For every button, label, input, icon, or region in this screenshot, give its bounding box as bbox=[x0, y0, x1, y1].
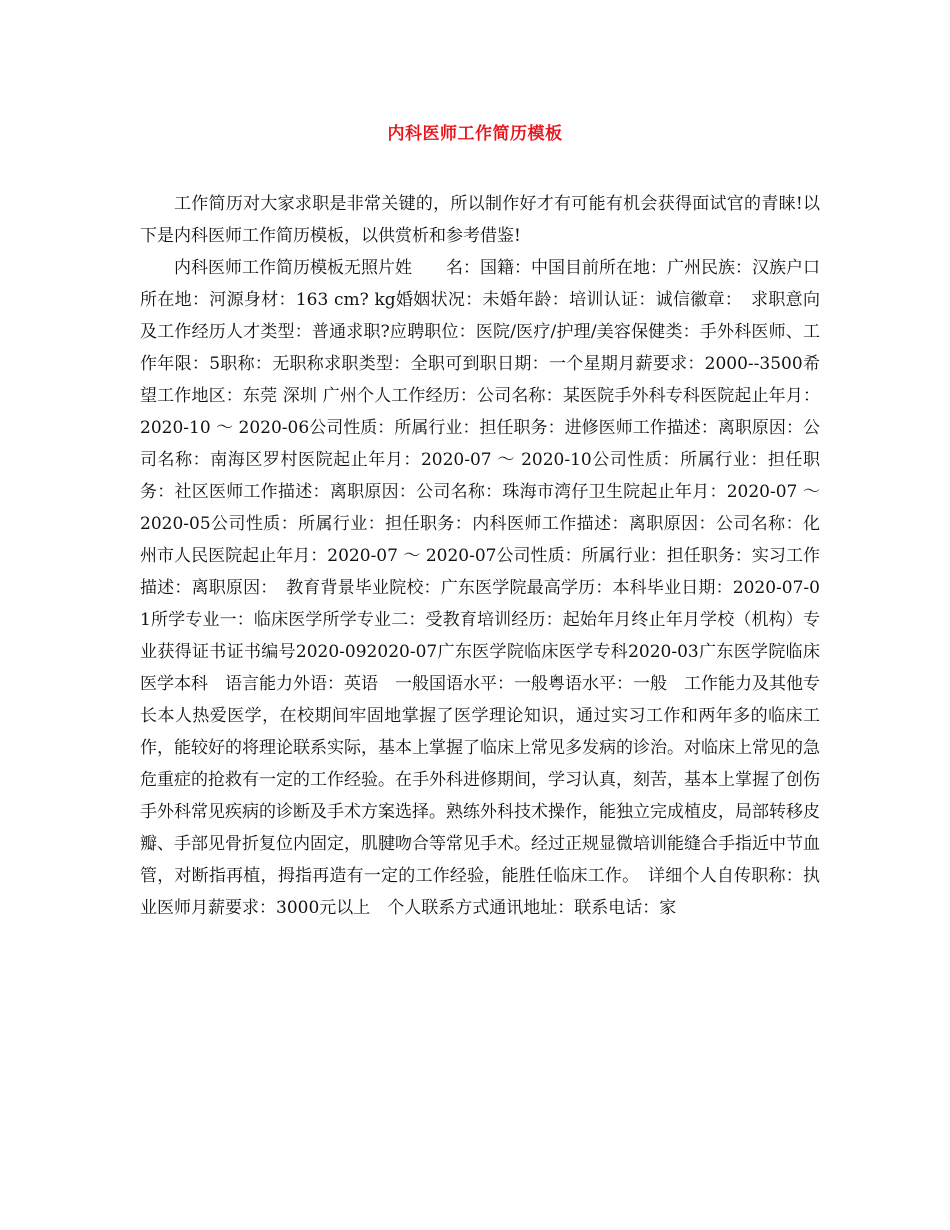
document-title: 内科医师工作简历模板 bbox=[387, 124, 563, 144]
intro-paragraph: 工作简历对大家求职是非常关键的，所以制作好才有可能有机会获得面试官的青睐!以下是内科医师工作简历模板，以供赏析和参考借鉴! bbox=[140, 194, 820, 246]
document-body bbox=[140, 188, 837, 924]
resume-paragraph: 内科医师工作简历模板无照片姓 名：国籍：中国目前所在地：广州民族：汉族户口所在地：河源身材：163 cm? kg婚姻状况：未婚年龄：培训认证：诚信徽章： 求职意向及工作经历人才类型：普通求职?应聘职位：医院/医疗/护理/美容保健类：手外科医师、工作年限：5职称：无职称求职类型：全职可到职日期：一个星期月薪要求：2000--3500希望工作地区：东莞 深圳 广州个人工作经历：公司名称：某医院手外科专科医院起止年月：2020-10 ～ 2020-06公司性质：所属行业：担任职务：进修医师工作描述：离职原因：公司名称：南海区罗村医院起止年月：2020-07 ～ 2020-10公司性质：所属行业：担任职务：社区医师工作描述：离职原因：公司名称：珠海市湾仔卫生院起止年月：2020-07 ～ 2020-05公司性质：所属行业：担任职务：内科医师工作描述：离职原因：公司名称：化州市人民医院起止年月：2020-07 ～ 2020-07公司性质：所属行业：担任职务：实习工作描述：离职原因： 教育背景毕业院校：广东医学院最高学历：本科毕业日期：2020-07-01所学专业一：临床医学所学专业二：受教育培训经历：起始年月终止年月学校（机构）专 业获得证书证书编号2020-092020-07广东医学院临床医学专科2020-03广东医学院临床医学本科 语言能力外语：英语 一般国语水平：一般粤语水平：一般 工作能力及其他专长本人热爱医学，在校期间牢固地掌握了医学理论知识，通过实习工作和两年多的临床工作，能较好的将理论联系实际，基本上掌握了临床上常见多发病的诊治。对临床上常见的急危重症的抢救有一定的工作经验。在手外科进修期间，学习认真，刻苦，基本上掌握了创伤手外科常见疾病的诊断及手术方案选择。熟练外科技术操作，能独立完成植皮，局部转移皮瓣、手部见骨折复位内固定，肌腱吻合等常见手术。经过正规显微培训能缝合手指近中节血管，对断指再植，拇指再造有一定的工作经验，能胜任临床工作。 详细个人自传职称：执业医师月薪要求：3000元以上 个人联系方式通讯地址：联系电话：家 bbox=[140, 258, 837, 918]
